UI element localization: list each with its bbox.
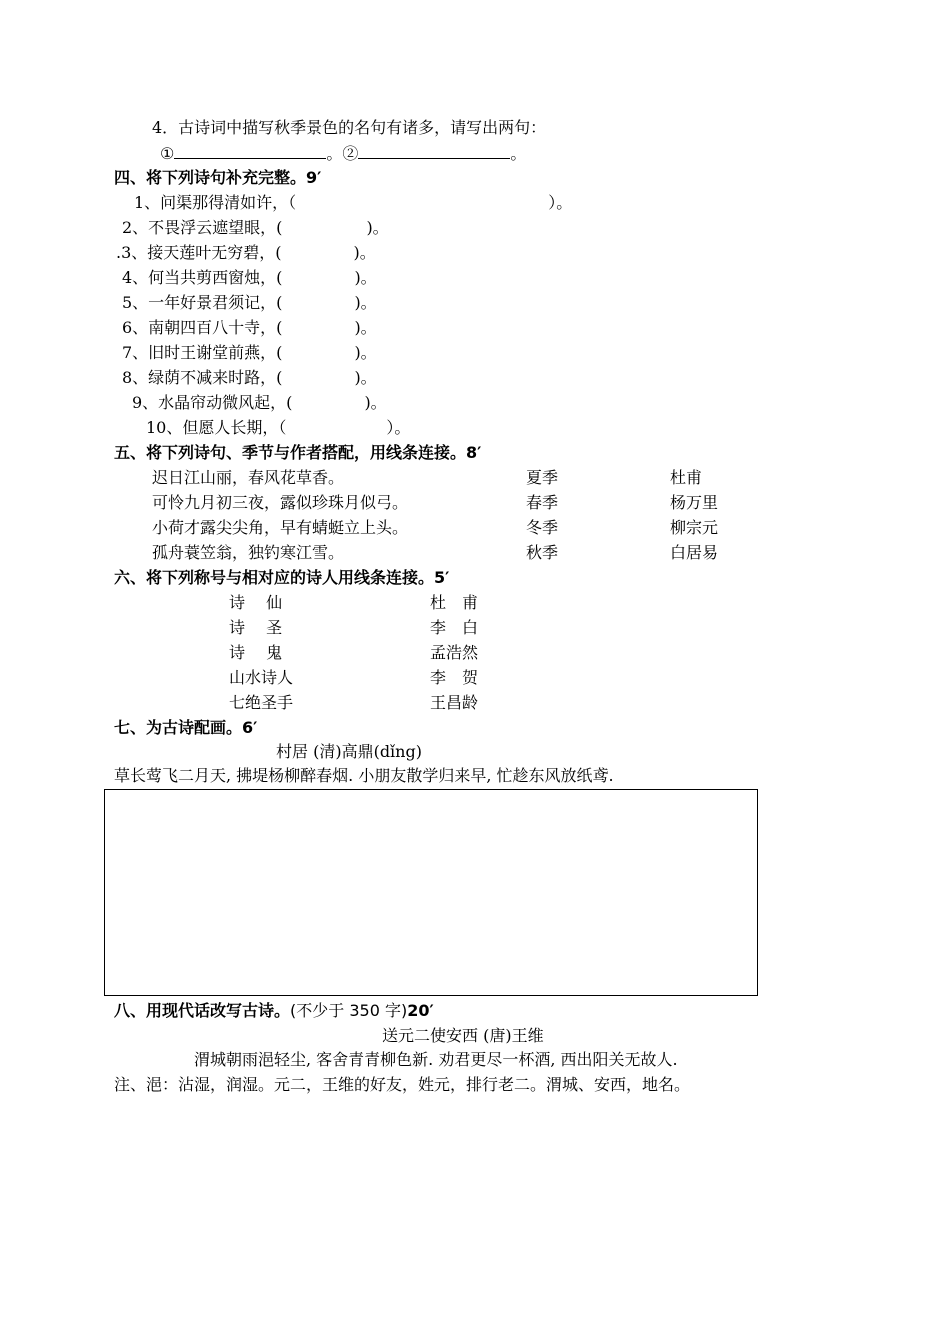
match-poem-line: 小荷才露尖尖角，早有蜻蜓立上头。 <box>152 518 409 537</box>
match-author: 杜甫 <box>670 468 703 487</box>
poem-fill-item-8[interactable]: 8、绿荫不减来时路，( )。 <box>122 368 377 387</box>
poet-name: 杜 甫 <box>430 593 479 612</box>
answer-blank-2[interactable] <box>358 142 510 159</box>
poem-fill-item-4[interactable]: 4、何当共剪西窗烛，( )。 <box>122 268 377 287</box>
poet-title: 诗 圣 <box>229 618 283 637</box>
match-poem-line: 可怜九月初三夜，露似珍珠月似弓。 <box>152 493 409 512</box>
poem-fill-item-3[interactable]: .3、接天莲叶无穷碧，( )。 <box>116 243 376 262</box>
poem-text-songyuaner: 渭城朝雨浥轻尘, 客舍青青柳色新. 劝君更尽一杯酒, 西出阳关无故人. <box>194 1050 678 1069</box>
answer-marker-2: 。② <box>326 144 359 163</box>
poem-fill-item-1[interactable]: 1、问渠那得清如许，（ ）。 <box>134 193 573 212</box>
poet-title: 山水诗人 <box>229 668 294 687</box>
poem-title-songyuaner: 送元二使安西 (唐)王维 <box>382 1026 544 1045</box>
match-season: 春季 <box>526 493 559 512</box>
answer-marker-1: ① <box>160 144 175 163</box>
poet-name: 王昌龄 <box>430 693 479 712</box>
section-8-requirement: (不少于 350 字) <box>290 1001 408 1020</box>
section-5-title: 五、将下列诗句、季节与作者搭配，用线条连接。8′ <box>114 443 482 462</box>
question-4-answer-line <box>160 142 526 166</box>
section-8-title: 八、用现代话改写古诗。 <box>114 1001 291 1020</box>
match-author: 柳宗元 <box>670 518 719 537</box>
poem-note: 注、浥：沾湿，润湿。元二，王维的好友，姓元，排行老二。渭城、安西，地名。 <box>114 1075 691 1094</box>
drawing-box[interactable] <box>104 789 758 996</box>
match-season: 秋季 <box>526 543 559 562</box>
match-season: 冬季 <box>526 518 559 537</box>
poem-fill-item-10[interactable]: 10、但愿人长期，（ ）。 <box>146 418 411 437</box>
match-poem-line: 迟日江山丽，春风花草香。 <box>152 468 345 487</box>
poet-title: 诗 鬼 <box>229 643 283 662</box>
poem-fill-item-5[interactable]: 5、一年好景君须记，( )。 <box>122 293 377 312</box>
poet-name: 孟浩然 <box>430 643 479 662</box>
poem-text-cunju: 草长莺飞二月天, 拂堤杨柳醉春烟. 小朋友散学归来早, 忙趁东风放纸鸢. <box>114 766 614 785</box>
match-author: 白居易 <box>670 543 719 562</box>
section-4-title: 四、将下列诗句补充完整。9′ <box>114 168 322 187</box>
poet-name: 李 贺 <box>430 668 479 687</box>
poet-title: 诗 仙 <box>229 593 283 612</box>
poet-name: 李 白 <box>430 618 479 637</box>
section-6-title: 六、将下列称号与相对应的诗人用线条连接。5′ <box>114 568 450 587</box>
poet-title: 七绝圣手 <box>229 693 294 712</box>
poem-fill-item-6[interactable]: 6、南朝四百八十寺，( )。 <box>122 318 377 337</box>
poem-fill-item-2[interactable]: 2、不畏浮云遮望眼，( )。 <box>122 218 389 237</box>
answer-end: 。 <box>510 144 527 163</box>
answer-blank-1[interactable] <box>174 142 326 159</box>
poem-fill-item-9[interactable]: 9、水晶帘动微风起，( )。 <box>132 393 387 412</box>
match-author: 杨万里 <box>670 493 719 512</box>
question-4-text: 4．古诗词中描写秋季景色的名句有诸多，请写出两句： <box>152 118 547 137</box>
section-7-title: 七、为古诗配画。6′ <box>114 718 258 737</box>
match-season: 夏季 <box>526 468 559 487</box>
section-8-score: 20′ <box>407 1001 434 1020</box>
poem-fill-item-7[interactable]: 7、旧时王谢堂前燕，( )。 <box>122 343 377 362</box>
section-8-title-line <box>114 999 434 1023</box>
match-poem-line: 孤舟蓑笠翁，独钓寒江雪。 <box>152 543 345 562</box>
poem-title-cunju: 村居 (清)高鼎(dǐng) <box>276 742 422 761</box>
